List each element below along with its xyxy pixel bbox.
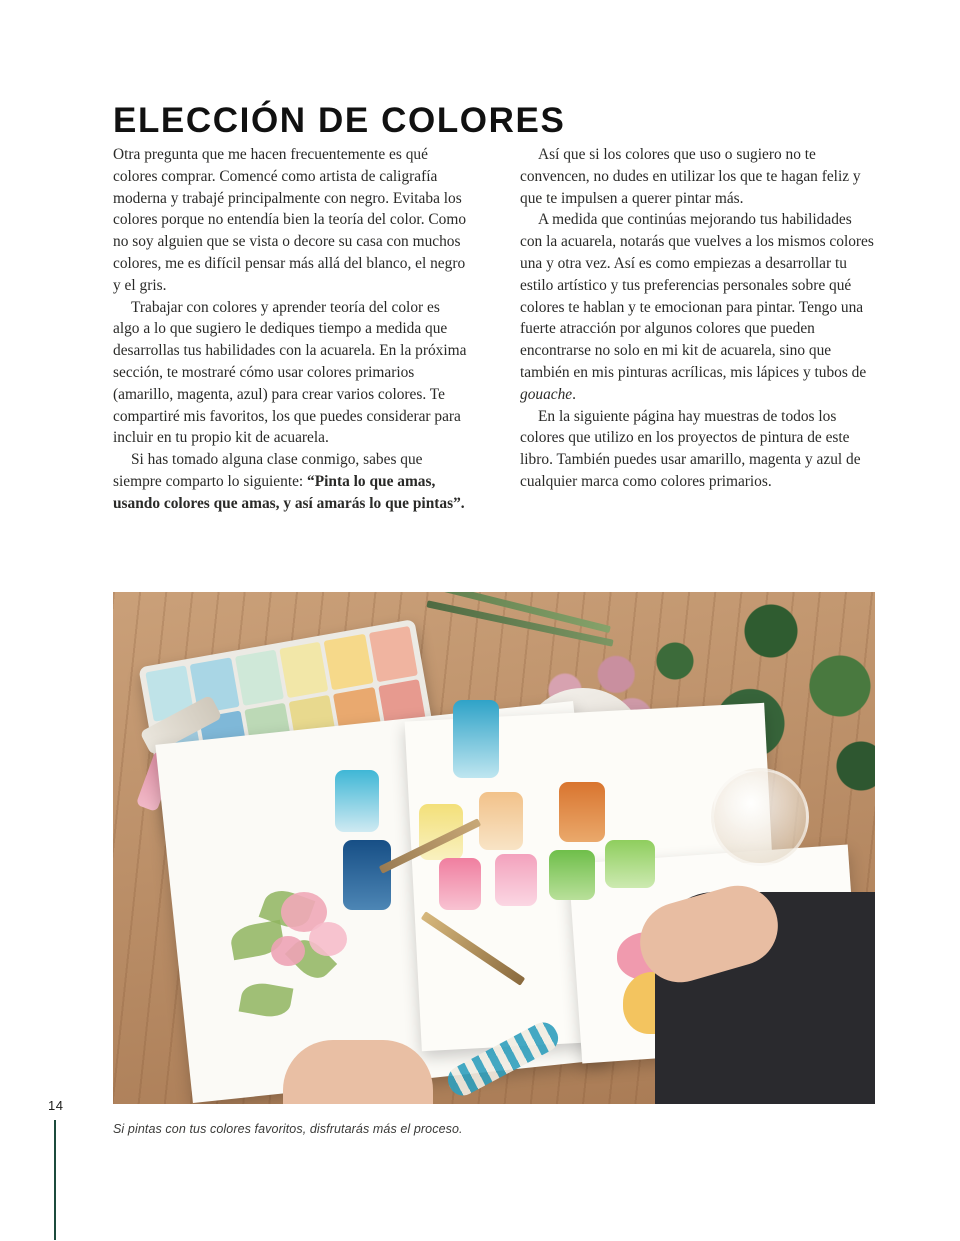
page-title: ELECCIÓN DE COLORES xyxy=(113,101,566,141)
paragraph: Así que si los colores que uso o sugiero no te convencen, no dudes en utilizar los que te hagan feliz y que te impulsen a querer pintar más. xyxy=(520,146,861,207)
color-swatch xyxy=(453,700,499,778)
paragraph-text: Si has tomado alguna clase conmigo, sabes que siempre comparto lo siguiente: xyxy=(113,451,423,490)
paragraph xyxy=(113,449,468,514)
color-swatch xyxy=(479,792,523,850)
page-number: 14 xyxy=(48,1098,64,1113)
paragraph: Otra pregunta que me hacen frecuentemente es qué colores comprar. Comencé como artista de caligrafía moderna y trabajé principalmente con negro. Evitaba los colores porque no entendía bien la teoría del color. Como no soy alguien que se vista o decore su casa con muchos colores, me es difícil pensar más allá del blanco, el negro y el gris. xyxy=(113,146,467,294)
page-left-rule xyxy=(54,1120,56,1240)
photo-caption: Si pintas con tus colores favoritos, disfrutarás más el proceso. xyxy=(113,1122,463,1136)
painted-flower xyxy=(309,922,347,956)
watercolor-supplies-photo xyxy=(113,592,875,1104)
palette-pan xyxy=(369,626,418,682)
paragraph: Trabajar con colores y aprender teoría del color es algo a lo que sugiero le dediques tiempo a medida que desarrollas tus habilidades con la acuarela. En la próxima sección, te mostraré cómo usar colores primarios (amarillo, magenta, azul) para crear varios colores. Te compartiré mis favoritos, los que puedes considerar para incluir en tu propio kit de acuarela. xyxy=(113,298,467,447)
color-swatch xyxy=(343,840,391,910)
body-columns xyxy=(113,144,875,515)
color-swatch xyxy=(559,782,605,842)
paragraph-text: A medida que continúas mejorando tus habilidades con la acuarela, notarás que vuelves a los mismos colores una y otra vez. Así es como empiezas a desarrollar tu estilo artístico y tus preferencias personales sobre qué colores te hablan y te emocionan para pintar. Tengo una fuerte atracción por algunos colores que pueden encontrarse no solo en mi kit de acuarela, sino que también en mis pinturas acrílicas, mis lápices y tubos de xyxy=(520,211,874,381)
paragraph: En la siguiente página hay muestras de todos los colores que utilizo en los proyectos de pintura de este libro. También puedes usar amarillo, magenta y azul de cualquier marca como colores primarios. xyxy=(520,407,861,490)
quote-bold: “Pinta lo que amas, usando colores que amas, y así amarás lo que pintas”. xyxy=(113,472,465,512)
palette-pan xyxy=(279,642,328,698)
color-swatch xyxy=(549,850,595,900)
paragraph xyxy=(520,209,875,405)
water-glass xyxy=(711,768,809,866)
color-swatch xyxy=(335,770,379,832)
palette-pan xyxy=(235,650,284,706)
column-right xyxy=(520,144,875,515)
column-left xyxy=(113,144,468,515)
color-swatch xyxy=(439,858,481,910)
hand-bottom xyxy=(283,1040,433,1104)
italic-term: gouache xyxy=(520,385,573,403)
palette-pan xyxy=(324,634,373,690)
color-swatch xyxy=(605,840,655,888)
paragraph-tail: . xyxy=(572,385,576,403)
painted-flower xyxy=(271,936,305,966)
color-swatch xyxy=(495,854,537,906)
